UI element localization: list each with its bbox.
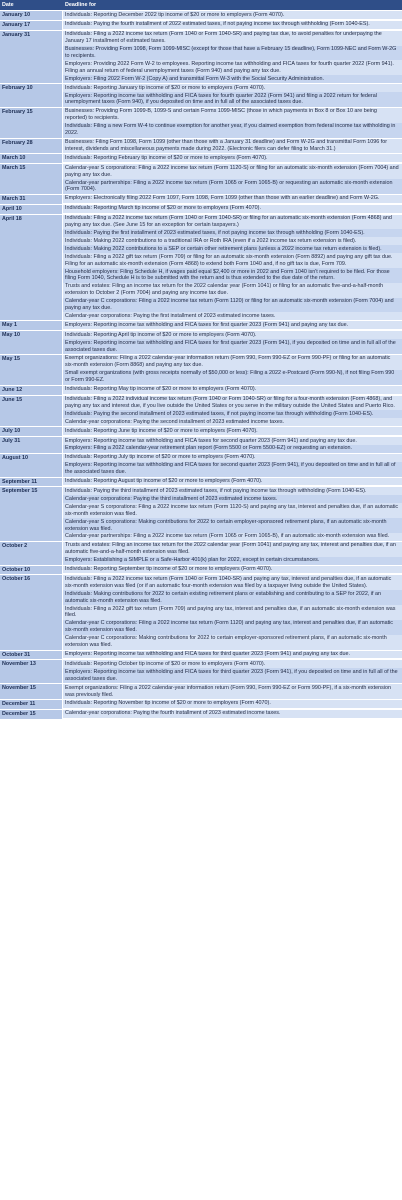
deadline-entry: Individuals: Paying the first installment of 2023 estimated taxes, if not paying income tax through withholding (Form 1040-ES). xyxy=(63,229,402,237)
deadline-cell xyxy=(63,21,402,30)
date-cell: March 31 xyxy=(0,195,63,204)
deadline-entry: Employers: Reporting income tax withholding and FICA taxes for third quarter 2023 (Form 941), if you deposited on time and in full all of the associated taxes due. xyxy=(63,668,402,683)
deadline-entry: Calendar-year partnerships: Filing a 2022 income tax return (Form 1065 or Form 1065-B) or requesting an automatic six-month extension (Form 7004). xyxy=(63,179,402,194)
deadline-entry: Employers: Reporting income tax withholding and FICA taxes for second quarter 2023 (Form 941) and paying any tax due. xyxy=(63,437,402,445)
table-row xyxy=(0,107,402,138)
table-row xyxy=(0,709,402,719)
table-row xyxy=(0,486,402,540)
deadline-cell xyxy=(63,660,402,683)
table-row xyxy=(0,204,402,214)
deadline-cell xyxy=(63,31,402,83)
date-cell: October 10 xyxy=(0,566,63,575)
table-row xyxy=(0,163,402,194)
deadline-entry: Employers: Reporting income tax withholding and FICA taxes for third quarter 2023 (Form 941) and paying any tax due. xyxy=(63,651,402,659)
date-cell: August 10 xyxy=(0,454,63,477)
deadline-entry: Individuals: Reporting August tip income of $20 or more to employers (Form 4070). xyxy=(63,478,402,486)
date-cell: July 31 xyxy=(0,437,63,453)
date-cell: October 16 xyxy=(0,575,63,649)
deadline-cell xyxy=(63,575,402,649)
table-row xyxy=(0,650,402,660)
deadline-entry: Calendar-year C corporations: Filing a 2022 income tax return (Form 1120) or filing for an automatic six-month extension (Form 7004) and paying any tax due. xyxy=(63,298,402,313)
table-row xyxy=(0,330,402,354)
date-cell: March 10 xyxy=(0,154,63,163)
deadline-entry: Individuals: Reporting July tip income of $20 or more to employers (Form 4070). xyxy=(63,454,402,462)
deadline-cell xyxy=(63,437,402,453)
table-row xyxy=(0,426,402,436)
table-header xyxy=(0,0,402,10)
deadline-cell xyxy=(63,710,402,719)
table-row xyxy=(0,453,402,477)
date-cell: November 15 xyxy=(0,684,63,699)
deadline-entry: Businesses: Providing Form 1099-B, 1099-S and certain Forms 1099-MISC (those in which payments in Box 8 or Box 10 are being reported) to recipients. xyxy=(63,108,402,123)
date-cell: November 13 xyxy=(0,660,63,683)
deadline-cell xyxy=(63,566,402,575)
deadline-cell xyxy=(63,396,402,427)
deadline-cell xyxy=(63,321,402,330)
date-cell: May 15 xyxy=(0,355,63,385)
deadline-cell xyxy=(63,651,402,660)
deadline-cell xyxy=(63,454,402,477)
deadline-entry: Individuals: Reporting February tip income of $20 or more to employers (Form 4070). xyxy=(63,154,402,162)
deadline-entry: Household employers: Filing Schedule H, if wages paid equal $2,400 or more in 2022 and Form 1040 isn't required to be filed. For those filing Form 1040, Schedule H is to be submitted with the return and is thus extended to the due date of the return. xyxy=(63,268,402,283)
deadline-entry: Individuals: Reporting November tip income of $20 or more to employers (Form 4070). xyxy=(63,700,402,708)
deadline-entry: Employers: Reporting income tax withholding and FICA taxes for second quarter 2023 (Form 941), if you deposited on time and in full all of the associated taxes due. xyxy=(63,462,402,477)
table-row xyxy=(0,659,402,683)
date-cell: April 10 xyxy=(0,205,63,214)
deadline-cell xyxy=(63,108,402,138)
table-row xyxy=(0,214,402,321)
deadline-entry: Businesses: Filing Form 1098, Form 1099 (other than those with a January 31 deadline) and Form W-2G and transmittal Form 1096 for interest, dividends and miscellaneous payments made during 2022. (Electronic filers can defer filing to March 31.) xyxy=(63,139,402,154)
table-row xyxy=(0,385,402,395)
table-row xyxy=(0,138,402,154)
deadline-entry: Individuals: Reporting September tip income of $20 or more to employers (Form 4070). xyxy=(63,566,402,574)
deadline-entry: Individuals: Making 2022 contributions to a SEP or certain other retirement plans (unless a 2022 income tax return extension is filed). xyxy=(63,245,402,253)
deadline-entry: Exempt organizations: Filing a 2022 calendar-year information return (Form 990, Form 990-EZ or Form 990-PF), if a six-month extension was previously filed. xyxy=(63,684,402,699)
deadline-entry: Trusts and estates: Filing an income tax return for the 2022 calendar year (Form 1041) and paying any tax, interest and penalties due, if an automatic five-and-a-half-month extension was filed. xyxy=(63,542,402,557)
date-cell: March 15 xyxy=(0,164,63,194)
deadline-entry: Employers: Reporting income tax withholding and FICA taxes for first quarter 2023 (Form 941) and paying any tax due. xyxy=(63,321,402,329)
deadline-entry: Calendar-year corporations: Paying the fourth installment of 2023 estimated income taxes. xyxy=(63,710,402,718)
deadline-entry: Employers: Electronically filing 2022 Form 1097, Form 1098, Form 1099 (other than those with an earlier deadline) and Form W-2G. xyxy=(63,195,402,203)
table-row xyxy=(0,436,402,453)
table-row xyxy=(0,194,402,204)
deadline-entry: Calendar-year corporations: Paying the second installment of 2023 estimated income taxes. xyxy=(63,418,402,426)
table-row xyxy=(0,683,402,699)
date-cell: February 15 xyxy=(0,108,63,138)
deadline-cell xyxy=(63,164,402,194)
deadline-cell xyxy=(63,139,402,154)
deadline-entry: Businesses: Providing Form 1098, Form 1099-MISC (except for those that have a February 15 deadline), Form 1099-NEC and Form W-2G to recipients. xyxy=(63,46,402,61)
date-cell: May 1 xyxy=(0,321,63,330)
table-row xyxy=(0,699,402,709)
deadline-entry: Individuals: Reporting October tip income of $20 or more to employers (Form 4070). xyxy=(63,660,402,668)
date-cell: December 15 xyxy=(0,710,63,719)
deadline-entry: Individuals: Making 2022 contributions to a traditional IRA or Roth IRA (even if a 2022 income tax return extension is filed). xyxy=(63,237,402,245)
table-row xyxy=(0,574,402,649)
table-row xyxy=(0,541,402,565)
deadline-cell xyxy=(63,355,402,385)
table-row xyxy=(0,320,402,330)
deadline-entry: Employers: Providing 2022 Form W-2 to employees. Reporting income tax withholding and FICA taxes for fourth quarter 2022 (Form 941). Filing an annual return of federal unemployment taxes (Form 940) and paying any tax due. xyxy=(63,60,402,75)
deadline-cell xyxy=(63,684,402,699)
date-cell: July 10 xyxy=(0,427,63,436)
date-cell: January 31 xyxy=(0,31,63,83)
deadline-entry: Calendar-year C corporations: Filing a 2022 income tax return (Form 1120) and paying any tax, interest and penalties due, if an automatic six-month extension was filed. xyxy=(63,620,402,635)
date-cell: April 18 xyxy=(0,215,63,321)
deadline-entry: Individuals: Reporting December 2022 tip income of $20 or more to employers (Form 4070). xyxy=(63,11,402,19)
deadline-entry: Individuals: Reporting January tip income of $20 or more to employers (Form 4070). xyxy=(63,84,402,92)
deadline-entry: Calendar-year corporations: Paying the first installment of 2023 estimated income taxes. xyxy=(63,312,402,320)
deadline-entry: Individuals: Filing a 2022 individual income tax return (Form 1040 or Form 1040-SR) or filing for a four-month extension (Form 4868), and paying any tax and interest due, if you live outside the United States or you serve in the military outside the United States and Puerto Rico. xyxy=(63,396,402,411)
deadline-entry: Calendar-year partnerships: Filing a 2022 income tax return (Form 1065 or Form 1065-B), if an automatic six-month extension was filed. xyxy=(63,533,402,541)
table-row xyxy=(0,395,402,427)
date-cell: September 11 xyxy=(0,478,63,487)
deadline-entry: Individuals: Filing a 2022 gift tax return (Form 709) or filing for an automatic six-month extension (Form 8892) and paying any gift tax due. Filing for an automatic six-month extension (Form 4868) to extend both Form 1040 and, if no gift tax is due, Form 709. xyxy=(63,253,402,268)
deadline-entry: Individuals: Paying the fourth installment of 2022 estimated taxes, if not paying income tax through withholding (Form 1040-ES). xyxy=(63,21,402,29)
deadline-entry: Individuals: Reporting April tip income of $20 or more to employers (Form 4070). xyxy=(63,331,402,339)
deadline-cell xyxy=(63,331,402,354)
date-cell: December 11 xyxy=(0,700,63,709)
table-row xyxy=(0,153,402,163)
deadline-cell xyxy=(63,84,402,107)
deadline-entry: Individuals: Filing a new Form W-4 to continue exemption for another year, if you claimed exemption from federal income tax withholding in 2022. xyxy=(63,123,402,138)
date-cell: June 12 xyxy=(0,386,63,395)
table-body xyxy=(0,10,402,719)
deadline-entry: Individuals: Filing a 2022 income tax return (Form 1040 or Form 1040-SR) and paying tax due, to avoid penalties for underpaying the January 17 installment of estimated taxes. xyxy=(63,31,402,46)
table-row xyxy=(0,354,402,385)
table-row xyxy=(0,20,402,30)
deadline-entry: Individuals: Making contributions for 2022 to certain existing retirement plans or establishing and contributing to a SEP for 2022, if an automatic six-month extension was filed. xyxy=(63,590,402,605)
deadline-cell xyxy=(63,205,402,214)
deadline-cell xyxy=(63,215,402,321)
date-cell: February 10 xyxy=(0,84,63,107)
deadline-entry: Small exempt organizations (with gross receipts normally of $50,000 or less): Filing a 2022 e-Postcard (Form 990-N), if not filing Form 990 or Form 990-EZ. xyxy=(63,370,402,385)
table-row xyxy=(0,83,402,107)
date-cell: September 15 xyxy=(0,487,63,540)
table-row xyxy=(0,565,402,575)
date-column-header: Date xyxy=(2,2,14,8)
date-cell: January 17 xyxy=(0,21,63,30)
date-cell: June 15 xyxy=(0,396,63,427)
deadline-entry: Individuals: Reporting June tip income of $20 or more to employers (Form 4070). xyxy=(63,427,402,435)
deadline-cell xyxy=(63,487,402,540)
deadline-entry: Calendar-year corporations: Paying the third installment of 2023 estimated income taxes. xyxy=(63,495,402,503)
deadline-entry: Calendar-year S corporations: Making contributions for 2022 to certain employer-sponsored retirement plans, if an automatic six-month extension was filed. xyxy=(63,518,402,533)
date-cell: February 28 xyxy=(0,139,63,154)
deadline-entry: Individuals: Filing a 2022 gift tax return (Form 709) and paying any tax, interest and penalties due, if an automatic six-month extension was filed. xyxy=(63,605,402,620)
deadline-cell xyxy=(63,427,402,436)
deadline-entry: Individuals: Reporting March tip income of $20 or more to employers (Form 4070). xyxy=(63,205,402,213)
table-row xyxy=(0,477,402,487)
deadline-entry: Calendar-year S corporations: Filing a 2022 income tax return (Form 1120-S) and paying any tax, interest and penalties due, if an automatic six-month extension was filed. xyxy=(63,503,402,518)
deadline-entry: Employers: Filing 2022 Form W-2 (Copy A) and transmittal Form W-3 with the Social Security Administration. xyxy=(63,75,402,83)
date-cell: January 10 xyxy=(0,11,63,20)
deadline-cell xyxy=(63,386,402,395)
date-cell: October 31 xyxy=(0,651,63,660)
deadline-entry: Employers: Establishing a SIMPLE or a Safe-Harbor 401(k) plan for 2022, except in certain circumstances. xyxy=(63,557,402,565)
deadline-entry: Employers: Filing a 2022 calendar-year retirement plan report (Form 5500 or Form 5500-EZ) or requesting an extension. xyxy=(63,445,402,453)
deadline-entry: Exempt organizations: Filing a 2022 calendar-year information return (Form 990, Form 990-EZ or Form 990-PF) or filing for an automatic six-month extension (Form 8868) and paying any tax due. xyxy=(63,355,402,370)
deadline-entry: Employers: Reporting income tax withholding and FICA taxes for fourth quarter 2022 (Form 941) and filing a 2022 return for federal unemployment taxes (Form 940), if you deposited on time and in full all of the associated taxes due. xyxy=(63,92,402,107)
deadline-cell xyxy=(63,542,402,565)
table-row xyxy=(0,30,402,83)
deadline-column-header: Deadline for xyxy=(65,2,97,8)
deadline-entry: Employers: Reporting income tax withholding and FICA taxes for first quarter 2023 (Form 941), if you deposited on time and in full all of the associated taxes due. xyxy=(63,339,402,354)
deadline-cell xyxy=(63,700,402,709)
deadline-entry: Calendar-year C corporations: Making contributions for 2022 to certain employer-sponsored retirement plans, if an automatic six-month extension was filed. xyxy=(63,635,402,650)
deadline-entry: Calendar-year S corporations: Filing a 2022 income tax return (Form 1120-S) or filing for an automatic six-month extension (Form 7004) and paying any tax due. xyxy=(63,164,402,179)
table-row xyxy=(0,10,402,20)
deadline-cell xyxy=(63,478,402,487)
deadline-entry: Individuals: Filing a 2022 income tax return (Form 1040 or Form 1040-SR) and paying any tax, interest and penalties due, if an automatic six-month extension was filed (or if an automatic four-month extension was filed by a taxpayer living outside the United States). xyxy=(63,575,402,590)
deadline-entry: Trusts and estates: Filing an income tax return for the 2022 calendar year (Form 1041) or filing for an automatic five-and-a-half-month extension to October 2 (Form 7004) and paying any income tax due. xyxy=(63,283,402,298)
date-cell: May 10 xyxy=(0,331,63,354)
date-cell: October 2 xyxy=(0,542,63,565)
deadline-entry: Individuals: Paying the second installment of 2023 estimated taxes, if not paying income tax through withholding (Form 1040-ES). xyxy=(63,410,402,418)
deadline-entry: Individuals: Reporting May tip income of $20 or more to employers (Form 4070). xyxy=(63,386,402,394)
deadline-entry: Individuals: Filing a 2022 income tax return (Form 1040 or Form 1040-SR) or filing for an automatic six-month extension (Form 4868) and paying any tax due. (See June 15 for an exception for certain taxpayers.) xyxy=(63,215,402,230)
deadline-cell xyxy=(63,154,402,163)
deadline-entry: Individuals: Paying the third installment of 2023 estimated taxes, if not paying income tax through withholding (Form 1040-ES). xyxy=(63,487,402,495)
deadline-cell xyxy=(63,195,402,204)
deadline-cell xyxy=(63,11,402,20)
